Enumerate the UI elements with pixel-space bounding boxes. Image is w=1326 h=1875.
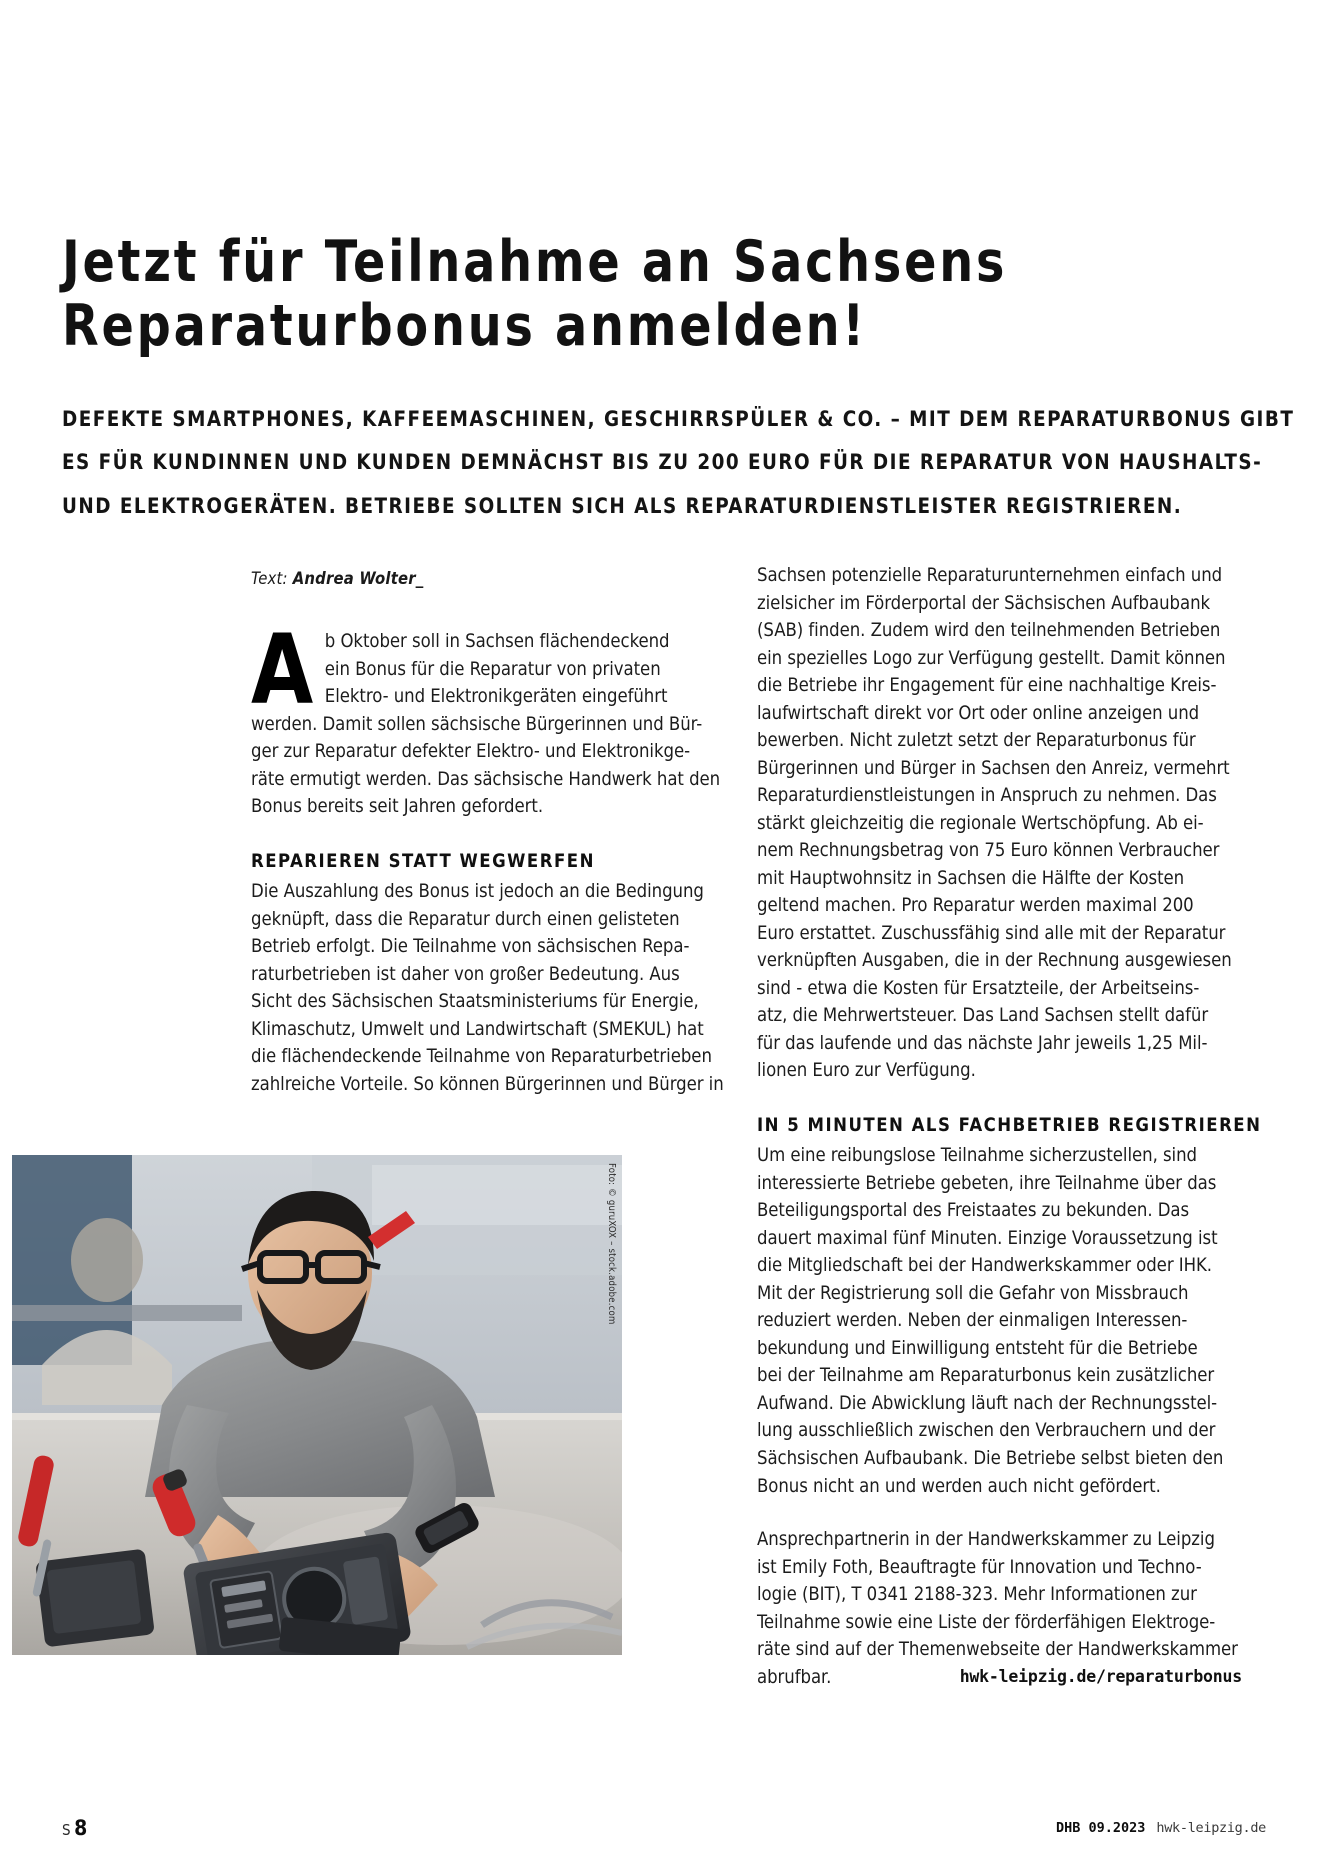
- right-p1-line-8: Bürgerinnen und Bürger in Sachsen den Anreiz, vermehrt: [757, 757, 1230, 779]
- right-p2-line-5: die Mitgliedschaft bei der Handwerkskammer oder IHK.: [757, 1255, 1212, 1277]
- left-body-line-8: zahlreiche Vorteile. So können Bürgerinnen und Bürger in: [251, 1073, 724, 1095]
- right-p2-line-8: bekundung und Einwilligung entsteht für die Betriebe: [757, 1337, 1198, 1359]
- intro-line-3: Elektro- und Elektronikgeräten eingeführt: [324, 686, 668, 708]
- right-p2-line-13: Bonus nicht an und werden auch nicht gefördert.: [757, 1475, 1161, 1497]
- right-p1-line-3: (SAB) finden. Zudem wird den teilnehmenden Betrieben: [757, 620, 1221, 642]
- standfirst-line-1: DEFEKTE SMARTPHONES, KAFFEEMASCHINEN, GESCHIRRSPÜLER & CO. – MIT DEM REPARATURBONUS GIBT: [62, 407, 1295, 432]
- folio-left: [62, 1816, 88, 1840]
- byline-label: Text:: [251, 569, 288, 588]
- right-p1-line-5: die Betriebe ihr Engagement für eine nachhaltige Kreis-: [757, 675, 1217, 697]
- right-p3-line-6: abrufbar.: [757, 1666, 832, 1688]
- right-p1-line-6: laufwirtschaft direkt vor Ort oder online anzeigen und: [757, 702, 1200, 724]
- right-p3-line-1: Ansprechpartnerin in der Handwerkskammer zu Leipzig: [757, 1529, 1215, 1551]
- intro-line-5: ger zur Reparatur defekter Elektro- und Elektronikge-: [251, 741, 691, 763]
- photo-credit: Foto: © guruXOX – stock.adobe.com: [606, 1163, 617, 1325]
- right-p2-line-12: Sächsischen Aufbaubank. Die Betriebe selbst bieten den: [757, 1447, 1224, 1469]
- right-p1-line-16: sind - etwa die Kosten für Ersatzteile, der Arbeitseins-: [757, 977, 1200, 999]
- right-p1-line-15: verknüpften Ausgaben, die in der Rechnung ausgewiesen: [757, 950, 1232, 972]
- right-p1-line-12: mit Hauptwohnsitz in Sachsen die Hälfte der Kosten: [757, 867, 1185, 889]
- left-body-line-6: Klimaschutz, Umwelt und Landwirtschaft (SMEKUL) hat: [251, 1018, 704, 1040]
- right-p1-line-14: Euro erstattet. Zuschussfähig sind alle mit der Reparatur: [757, 922, 1226, 944]
- intro-line-6: räte ermutigt werden. Das sächsische Handwerk hat den: [251, 768, 721, 790]
- byline: [251, 569, 423, 588]
- section-heading-registrieren: IN 5 MINUTEN ALS FACHBETRIEB REGISTRIEREN: [757, 1114, 1262, 1136]
- right-p1-line-7: bewerben. Nicht zuletzt setzt der Reparaturbonus für: [757, 730, 1196, 752]
- left-body-line-5: Sicht des Sächsischen Staatsministeriums für Energie,: [251, 991, 699, 1013]
- left-body-line-4: raturbetrieben ist daher von großer Bedeutung. Aus: [251, 963, 680, 985]
- right-p2-line-4: dauert maximal fünf Minuten. Einzige Voraussetzung ist: [757, 1227, 1218, 1249]
- folio-right: [1056, 1820, 1266, 1836]
- right-p3-line-3: logie (BIT), T 0341 2188-323. Mehr Informationen zur: [757, 1584, 1197, 1606]
- right-p2-line-9: bei der Teilnahme am Reparaturbonus kein zusätzlicher: [757, 1365, 1215, 1387]
- right-paragraph-1: [757, 562, 1242, 1085]
- issue-label: DHB 09.2023: [1056, 1820, 1146, 1836]
- right-p2-line-1: Um eine reibungslose Teilnahme sicherzustellen, sind: [757, 1145, 1198, 1167]
- right-p3-line-2: ist Emily Foth, Beauftragte für Innovation und Techno-: [757, 1556, 1202, 1578]
- right-p2-line-3: Beteiligungsportal des Freistaates zu bekunden. Das: [757, 1200, 1190, 1222]
- intro-line-4: werden. Damit sollen sächsische Bürgerinnen und Bür-: [251, 713, 703, 735]
- drop-cap: A: [251, 614, 314, 726]
- right-p1-line-1: Sachsen potenzielle Reparaturunternehmen einfach und: [757, 565, 1223, 586]
- left-body-paragraph: [251, 878, 724, 1098]
- headline-line-2: Reparaturbonus anmelden!: [62, 293, 867, 360]
- right-p1-line-4: ein spezielles Logo zur Verfügung gestellt. Damit können: [757, 647, 1226, 669]
- right-p1-line-18: für das laufende und das nächste Jahr jeweils 1,25 Mil-: [757, 1032, 1208, 1054]
- intro-line-7: Bonus bereits seit Jahren gefordert.: [251, 796, 544, 818]
- right-p2-line-6: Mit der Registrierung soll die Gefahr von Missbrauch: [757, 1282, 1189, 1304]
- right-p2-line-7: reduziert werden. Neben der einmaligen Interessen-: [757, 1310, 1188, 1332]
- photo-illustration: [12, 1155, 622, 1655]
- page-title: [62, 231, 1159, 359]
- article-column-right: [757, 562, 1262, 1689]
- standfirst: [62, 398, 1295, 528]
- article-photo: [12, 1155, 622, 1655]
- intro-line-2: ein Bonus für die Reparatur von privaten: [324, 658, 661, 680]
- right-p1-line-13: geltend machen. Pro Reparatur werden maximal 200: [757, 895, 1194, 917]
- article-column-left: [251, 614, 724, 1098]
- right-p1-line-2: zielsicher im Förderportal der Sächsischen Aufbaubank: [757, 592, 1211, 614]
- right-p1-line-9: Reparaturdienstleistungen in Anspruch zu nehmen. Das: [757, 785, 1217, 807]
- folio-prefix: S: [62, 1821, 72, 1839]
- left-body-line-3: Betrieb erfolgt. Die Teilnahme von sächsischen Repa-: [251, 936, 690, 958]
- standfirst-line-3: UND ELEKTROGERÄTEN. BETRIEBE SOLLTEN SICH ALS REPARATURDIENSTLEISTER REGISTRIEREN.: [62, 493, 1183, 519]
- right-p1-line-10: stärkt gleichzeitig die regionale Wertschöpfung. Ab ei-: [757, 812, 1204, 834]
- section-heading-reparieren: REPARIEREN STATT WEGWERFEN: [251, 850, 595, 872]
- intro-line-1: b Oktober soll in Sachsen flächendeckend: [324, 631, 670, 652]
- left-body-line-7: die flächendeckende Teilnahme von Reparaturbetrieben: [251, 1046, 712, 1068]
- standfirst-line-2: ES FÜR KUNDINNEN UND KUNDEN DEMNÄCHST BIS ZU 200 EURO FÜR DIE REPARATUR VON HAUSHALTS-: [62, 450, 1263, 476]
- right-p1-line-19: lionen Euro zur Verfügung.: [757, 1060, 976, 1082]
- right-p2-line-2: interessierte Betriebe gebeten, ihre Teilnahme über das: [757, 1172, 1217, 1194]
- right-p3-line-5: räte sind auf der Themenwebseite der Handwerkskammer: [757, 1639, 1238, 1661]
- right-p2-line-11: lung ausschließlich zwischen den Verbrauchern und der: [757, 1420, 1216, 1442]
- byline-author: Andrea Wolter_: [292, 569, 424, 588]
- folio-number: 8: [74, 1816, 88, 1840]
- right-p3-line-4: Teilnahme sowie eine Liste der förderfähigen Elektroge-: [757, 1611, 1216, 1633]
- footer-divider: [62, 1800, 1265, 1801]
- right-p1-line-11: nem Rechnungsbetrag von 75 Euro können Verbraucher: [757, 840, 1220, 862]
- reparaturbonus-url-link[interactable]: hwk-leipzig.de/reparaturbonus: [959, 1666, 1242, 1686]
- paragraph-spacer: [757, 1500, 1242, 1526]
- left-body-line-2: geknüpft, dass die Reparatur durch einen gelisteten: [251, 908, 680, 930]
- right-p2-line-10: Aufwand. Die Abwicklung läuft nach der Rechnungsstel-: [757, 1392, 1218, 1414]
- right-paragraph-2: [757, 1142, 1242, 1500]
- publisher-site: hwk-leipzig.de: [1156, 1820, 1266, 1836]
- headline-line-1: Jetzt für Teilnahme an Sachsens: [62, 229, 1008, 296]
- intro-paragraph: [251, 614, 721, 821]
- right-p1-line-17: atz, die Mehrwertsteuer. Das Land Sachsen stellt dafür: [757, 1005, 1209, 1027]
- left-body-line-1: Die Auszahlung des Bonus ist jedoch an die Bedingung: [251, 881, 704, 903]
